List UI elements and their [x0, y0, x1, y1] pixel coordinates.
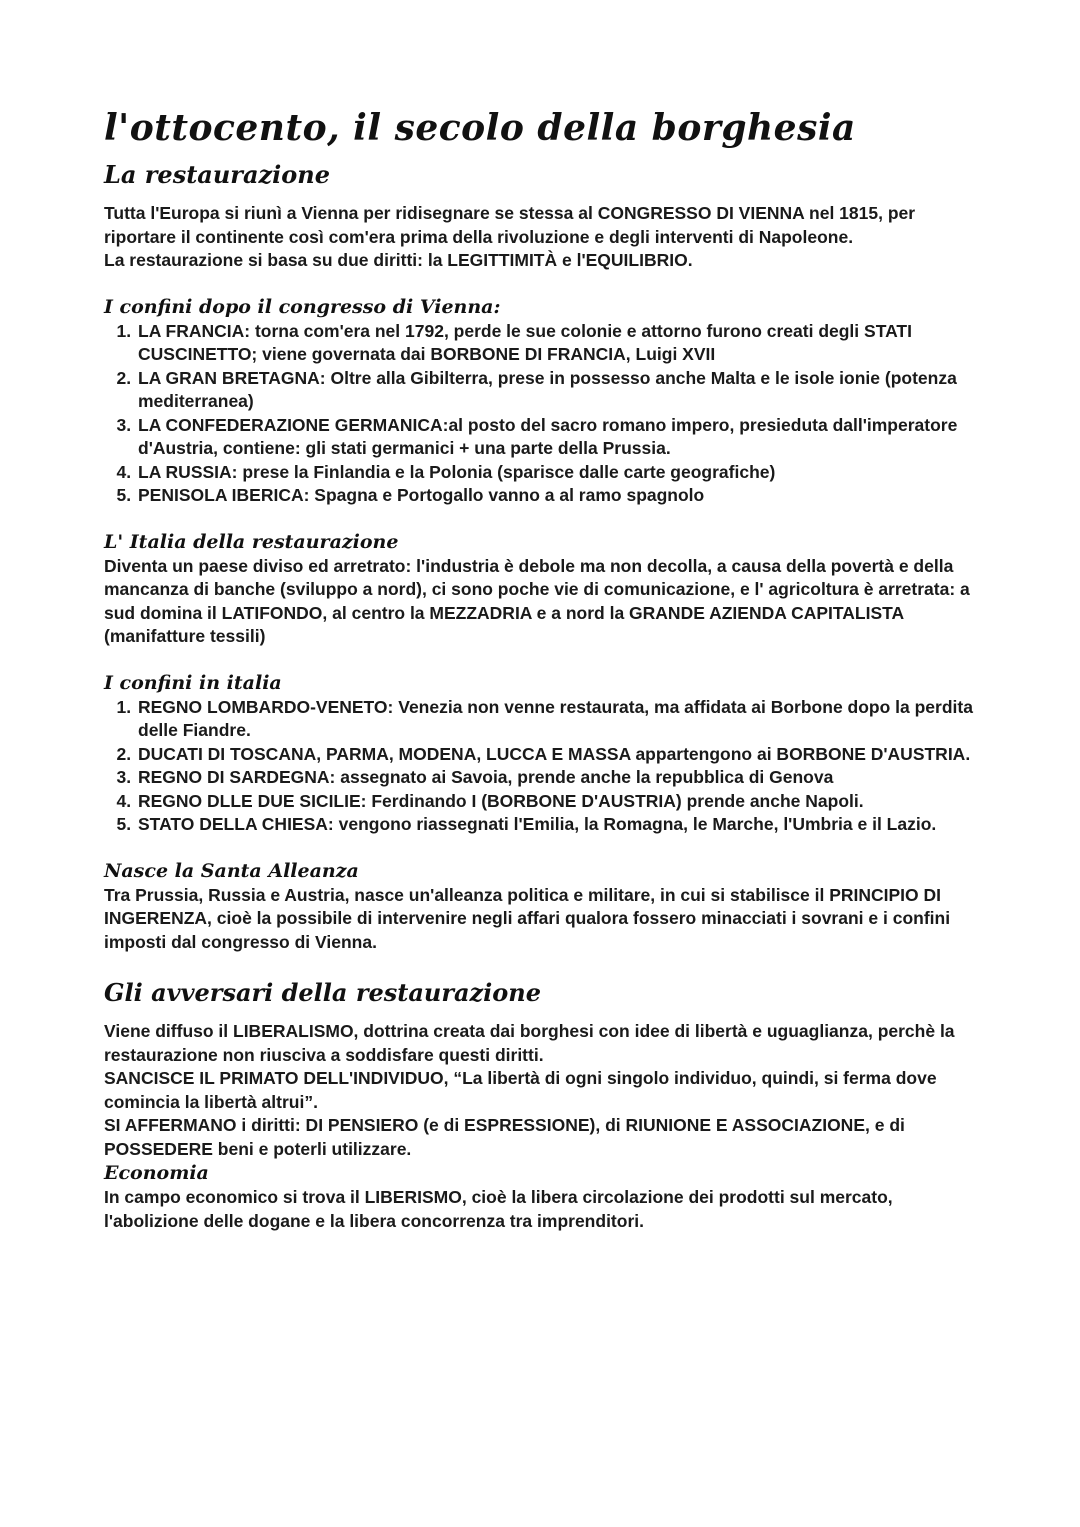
avversari-paragraph-3: SI AFFERMANO i diritti: DI PENSIERO (e di ESPRESSIONE), di RIUNIONE E ASSOCIAZIONE, e di POSSEDERE beni e poterli utilizzare. — [104, 1115, 905, 1159]
list-item: 2. LA GRAN BRETAGNA: Oltre alla Gibilterra, prese in possesso anche Malta e le isole ionie (potenza mediterranea) — [136, 367, 980, 414]
restaurazione-paragraph-2: La restaurazione si basa su due diritti: la LEGITTIMITÀ e l'EQUILIBRIO. — [104, 250, 693, 270]
heading-restaurazione: La restaurazione — [104, 160, 330, 189]
page-title: l'ottocento, il secolo della borghesia — [104, 107, 856, 149]
list-item: 5. STATO DELLA CHIESA: vengono riassegnati l'Emilia, la Romagna, le Marche, l'Umbria e il Lazio. — [136, 813, 980, 837]
heading-italia-restaurazione: L' Italia della restaurazione — [104, 530, 399, 553]
list-item: 2. DUCATI DI TOSCANA, PARMA, MODENA, LUCCA E MASSA appartengono ai BORBONE D'AUSTRIA. — [136, 743, 980, 767]
confini-italia-list — [104, 696, 980, 837]
italia-paragraph: Diventa un paese diviso ed arretrato: l'industria è debole ma non decolla, a causa della povertà e della mancanza di banche (sviluppo a nord), ci sono poche vie di comunicazione, e l' agricoltura è arretrata: a sud domina il LATIFONDO, al centro la MEZZADRIA e a nord la GRANDE AZIENDA CAPITALISTA (manifatture tessili) — [104, 555, 970, 646]
economia-paragraph: In campo economico si trova il LIBERISMO, cioè la libera circolazione dei prodotti sul mercato, l'abolizione delle dogane e la libera concorrenza tra imprenditori. — [104, 1187, 893, 1231]
list-item: 3. REGNO DI SARDEGNA: assegnato ai Savoia, prende anche la repubblica di Genova — [136, 766, 980, 790]
list-item: 5. PENISOLA IBERICA: Spagna e Portogallo vanno a al ramo spagnolo — [136, 484, 980, 508]
list-item: 4. LA RUSSIA: prese la Finlandia e la Polonia (sparisce dalle carte geografiche) — [136, 461, 980, 485]
list-item: 3. LA CONFEDERAZIONE GERMANICA:al posto del sacro romano impero, presieduta dall'imperatore d'Austria, contiene: gli stati germanici + una parte della Prussia. — [136, 414, 980, 461]
avversari-paragraph-1: Viene diffuso il LIBERALISMO, dottrina creata dai borghesi con idee di libertà e uguaglianza, perchè la restaurazione non riusciva a soddisfare questi diritti. — [104, 1021, 955, 1065]
list-item: 4. REGNO DLLE DUE SICILIE: Ferdinando I (BORBONE D'AUSTRIA) prende anche Napoli. — [136, 790, 980, 814]
restaurazione-paragraph-1: Tutta l'Europa si riunì a Vienna per ridisegnare se stessa al CONGRESSO DI VIENNA nel 1815, per riportare il continente così com'era prima della rivoluzione e degli interventi di Napoleone. — [104, 203, 916, 247]
santa-alleanza-paragraph: Tra Prussia, Russia e Austria, nasce un'alleanza politica e militare, in cui si stabilisce il PRINCIPIO DI INGERENZA, cioè la possibile di intervenire negli affari qualora fossero minacciati i sovrani e i confini imposti dal congresso di Vienna. — [104, 884, 951, 952]
list-item: 1. LA FRANCIA: torna com'era nel 1792, perde le sue colonie e attorno furono creati degli STATI CUSCINETTO; viene governata dai BORBONE DI FRANCIA, Luigi XVII — [136, 320, 980, 367]
heading-confini-italia: I confini in italia — [104, 671, 282, 694]
heading-avversari: Gli avversari della restaurazione — [104, 978, 541, 1007]
avversari-paragraph-2: SANCISCE IL PRIMATO DELL'INDIVIDUO, “La libertà di ogni singolo individuo, quindi, si ferma dove comincia la libertà altrui”. — [104, 1068, 937, 1112]
confini-vienna-list — [104, 320, 980, 508]
heading-confini-vienna: I confini dopo il congresso di Vienna: — [104, 295, 501, 318]
heading-santa-alleanza: Nasce la Santa Alleanza — [104, 859, 359, 882]
list-item: 1. REGNO LOMBARDO-VENETO: Venezia non venne restaurata, ma affidata ai Borbone dopo la perdita delle Fiandre. — [136, 696, 980, 743]
heading-economia: Economia — [104, 1162, 209, 1184]
